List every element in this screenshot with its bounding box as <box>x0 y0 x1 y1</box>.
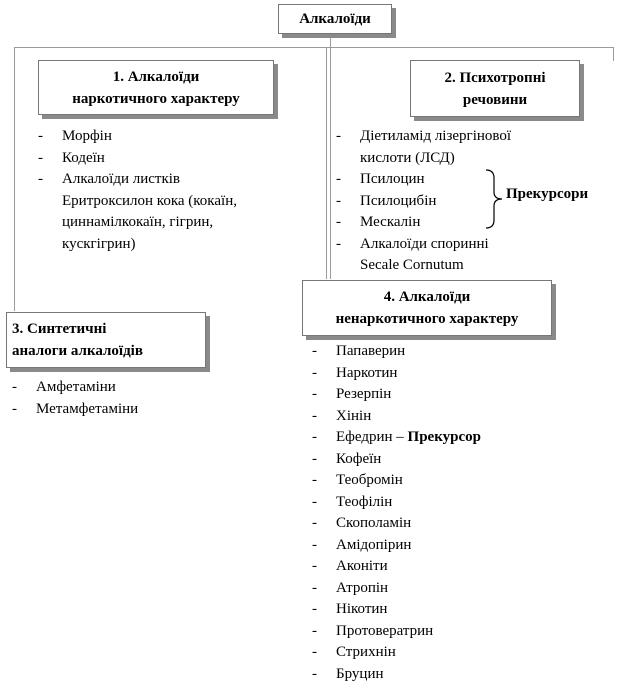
list-item: - Амідопірин <box>312 535 572 557</box>
list-item: - Діетиламід лізергінової кислоти (ЛСД) <box>336 126 586 169</box>
list-item: - Кодеїн <box>38 148 298 170</box>
list-item: - Морфін <box>38 126 298 148</box>
synthetic-box-line1: 3. Синтетичні <box>12 321 107 337</box>
list-item: - Нікотин <box>312 599 572 621</box>
non-narcotic-box-line2: ненаркотичного характеру <box>335 311 519 327</box>
non-narcotic-list <box>312 341 572 685</box>
list-item: - Протовератрин <box>312 621 572 643</box>
list-item: - Псилоцибін <box>336 191 586 213</box>
root-box <box>278 4 392 34</box>
precursors-label: Прекурсори <box>506 186 589 202</box>
list-item: - Мескалін <box>336 212 586 234</box>
synthetic-box-line2: аналоги алкалоїдів <box>12 343 143 359</box>
list-item: - Алкалоїди споринні Secale Cornutum <box>336 234 586 277</box>
narcotic-alkaloids-box <box>38 60 274 115</box>
curly-brace-icon <box>484 168 504 230</box>
list-item: - Теобромін <box>312 470 572 492</box>
connector-right-branch <box>613 47 614 61</box>
connector-mid-2 <box>330 47 331 279</box>
non-narcotic-alkaloids-box <box>302 280 552 336</box>
list-item: - Стрихнін <box>312 642 572 664</box>
list-item: - Резерпін <box>312 384 572 406</box>
list-item: - Псилоцин <box>336 169 586 191</box>
root-title: Алкалоїди <box>299 11 371 27</box>
synthetic-list <box>12 377 212 420</box>
list-item: - Алкалоїди листків Еритроксилон кока (кокаїн, циннамілкокаїн, гігрин, кускгігрин) <box>38 169 298 255</box>
connector-left-branch <box>14 47 15 311</box>
list-item: - Атропін <box>312 578 572 600</box>
psychotropic-box <box>410 60 580 117</box>
connector-mid-1 <box>326 47 327 279</box>
narcotic-list <box>38 126 298 255</box>
psychotropic-box-line1: 2. Психотропні <box>444 69 546 86</box>
list-item: - Теофілін <box>312 492 572 514</box>
precursor-inline-label: Прекурсор <box>407 429 481 445</box>
list-item: - Хінін <box>312 406 572 428</box>
list-item: - Бруцин <box>312 664 572 686</box>
psychotropic-box-line2: речовини <box>462 91 528 108</box>
synthetic-analogs-box <box>6 312 206 368</box>
non-narcotic-box-line1: 4. Алкалоїди <box>383 289 471 305</box>
connector-root-down <box>330 34 331 48</box>
connector-horizontal-bar <box>14 47 614 48</box>
narcotic-box-line2: наркотичного характеру <box>72 90 240 107</box>
list-item: - Кофеїн <box>312 449 572 471</box>
list-item: - Метамфетаміни <box>12 399 212 421</box>
list-item: - Ефедрин – Прекурсор <box>312 427 572 449</box>
list-item: - Аконіти <box>312 556 572 578</box>
list-item: - Скополамін <box>312 513 572 535</box>
list-item: - Амфетаміни <box>12 377 212 399</box>
narcotic-box-line1: 1. Алкалоїди <box>112 68 200 85</box>
list-item: - Наркотин <box>312 363 572 385</box>
list-item: - Папаверин <box>312 341 572 363</box>
